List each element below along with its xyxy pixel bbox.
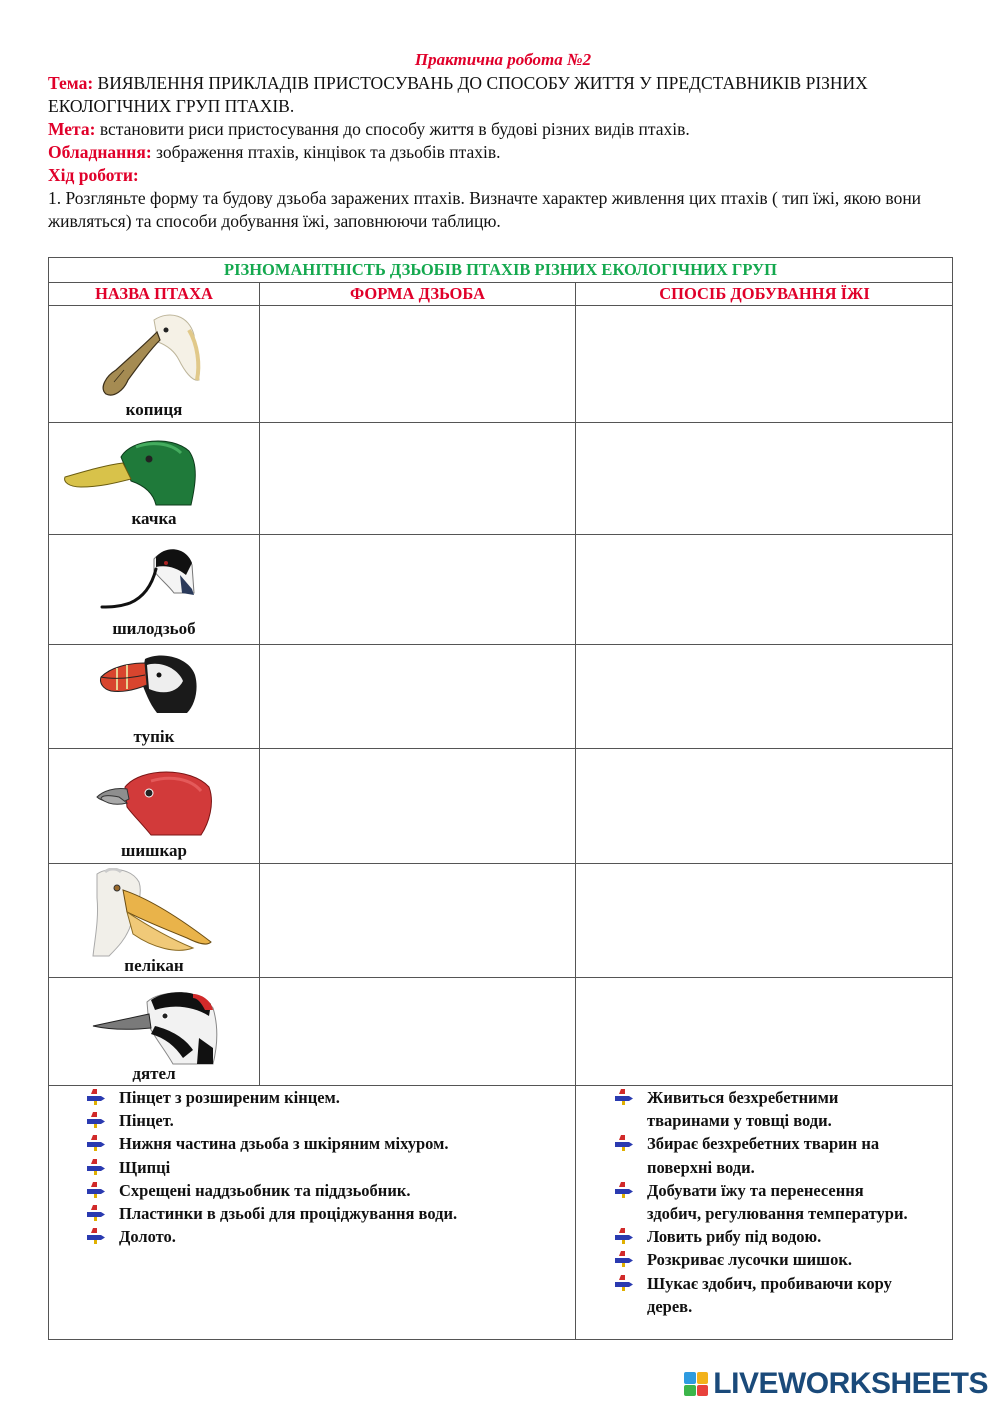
bird-cell-puffin	[49, 645, 259, 748]
bird-name: тупік	[133, 727, 175, 746]
list-item: Ловить рибу під водою.	[615, 1225, 915, 1248]
list-item: Пінцет з розширеним кінцем.	[87, 1086, 567, 1109]
list-item: Збирає безхребетних тварин на поверхні води.	[615, 1132, 915, 1178]
progress-label-line	[48, 164, 958, 187]
table-title: РІЗНОМАНІТНІСТЬ ДЗЬОБІВ ПТАХІВ РІЗНИХ ЕКОЛОГІЧНИХ ГРУП	[224, 260, 777, 279]
goal-line	[48, 118, 958, 141]
list-item: Розкриває лусочки шишок.	[615, 1248, 915, 1271]
list-item: Долото.	[87, 1225, 567, 1248]
goal-text: встановити риси пристосування до способу життя в будові різних видів птахів.	[95, 119, 690, 139]
progress-label: Хід роботи:	[48, 165, 139, 185]
col-header-method: СПОСІБ ДОБУВАННЯ ЇЖІ	[659, 284, 870, 303]
arrow-bullet-icon	[87, 1182, 105, 1198]
theme-text: ВИЯВЛЕННЯ ПРИКЛАДІВ ПРИСТОСУВАНЬ ДО СПОСОБУ ЖИТТЯ У ПРЕДСТАВНИКІВ РІЗНИХ ЕКОЛОГІЧНИХ ГРУП ПТАХІВ.	[48, 73, 868, 116]
bird-name: качка	[131, 509, 177, 528]
practical-title: Практична робота №2	[414, 50, 592, 69]
list-item: Добувати їжу та перенесення здобич, регулювання температури.	[615, 1179, 915, 1225]
bird-name: пелікан	[124, 956, 184, 975]
arrow-bullet-icon	[87, 1112, 105, 1128]
arrow-bullet-icon	[615, 1089, 633, 1105]
list-item: Шукає здобич, пробиваючи кору дерев.	[615, 1272, 915, 1318]
worksheet-header	[48, 48, 958, 233]
theme-line	[48, 72, 958, 118]
arrow-bullet-icon	[87, 1089, 105, 1105]
equipment-line	[48, 141, 958, 164]
list-item: Щипці	[87, 1156, 567, 1179]
beak-diversity-table	[48, 257, 953, 1340]
goal-label: Мета:	[48, 119, 96, 139]
col-divider	[259, 282, 260, 1085]
col-divider	[575, 282, 576, 1340]
arrow-bullet-icon	[615, 1228, 633, 1244]
bird-name: копиця	[125, 400, 183, 419]
bird-cell-woodpecker	[49, 978, 259, 1085]
arrow-bullet-icon	[615, 1182, 633, 1198]
equipment-label: Обладнання:	[48, 142, 152, 162]
puffin-head-image	[97, 653, 202, 715]
col-header-name: НАЗВА ПТАХА	[95, 284, 213, 303]
pelican-head-image	[87, 868, 217, 958]
equipment-text: зображення птахів, кінцівок та дзьобів птахів.	[151, 142, 501, 162]
bird-cell-crossbill	[49, 749, 259, 863]
liveworksheets-logo-icon	[684, 1372, 708, 1396]
avocet-head-image	[94, 545, 204, 615]
theme-label: Тема:	[48, 73, 94, 93]
bird-name: дятел	[132, 1064, 176, 1083]
bird-name: шилодзьоб	[112, 619, 196, 638]
list-item: Пінцет.	[87, 1109, 567, 1132]
woodpecker-head-image	[89, 988, 224, 1066]
list-item: Схрещені наддзьобник та піддзьобник.	[87, 1179, 567, 1202]
bird-cell-spoonbill	[49, 306, 259, 422]
arrow-bullet-icon	[87, 1159, 105, 1175]
bird-cell-avocet	[49, 535, 259, 644]
list-item: Нижня частина дзьоба з шкіряним міхуром.	[87, 1132, 567, 1155]
list-item: Пластинки в дзьобі для проціджування води.	[87, 1202, 567, 1225]
bird-name: шишкар	[121, 841, 187, 860]
step-1-text: 1. Розгляньте форму та будову дзьоба заражених птахів. Визначте характер живлення цих птахів ( тип їжі, якою вони живляться) та способи добування їжі, заповнюючи таблицю.	[48, 188, 922, 231]
bird-cell-pelican	[49, 864, 259, 977]
beak-shape-options	[87, 1086, 567, 1248]
feeding-method-options	[615, 1086, 915, 1318]
arrow-bullet-icon	[87, 1205, 105, 1221]
crossbill-head-image	[91, 767, 216, 837]
arrow-bullet-icon	[87, 1135, 105, 1151]
arrow-bullet-icon	[615, 1135, 633, 1151]
spoonbill-head-image	[94, 310, 204, 400]
bird-cell-duck	[49, 423, 259, 534]
liveworksheets-watermark	[684, 1368, 988, 1400]
arrow-bullet-icon	[87, 1228, 105, 1244]
duck-head-image	[61, 437, 201, 507]
col-header-shape: ФОРМА ДЗЬОБА	[350, 284, 485, 303]
list-item: Живиться безхребетними тваринами у товщі води.	[615, 1086, 915, 1132]
arrow-bullet-icon	[615, 1251, 633, 1267]
arrow-bullet-icon	[615, 1275, 633, 1291]
watermark-text: LIVEWORKSHEETS	[713, 1367, 988, 1400]
